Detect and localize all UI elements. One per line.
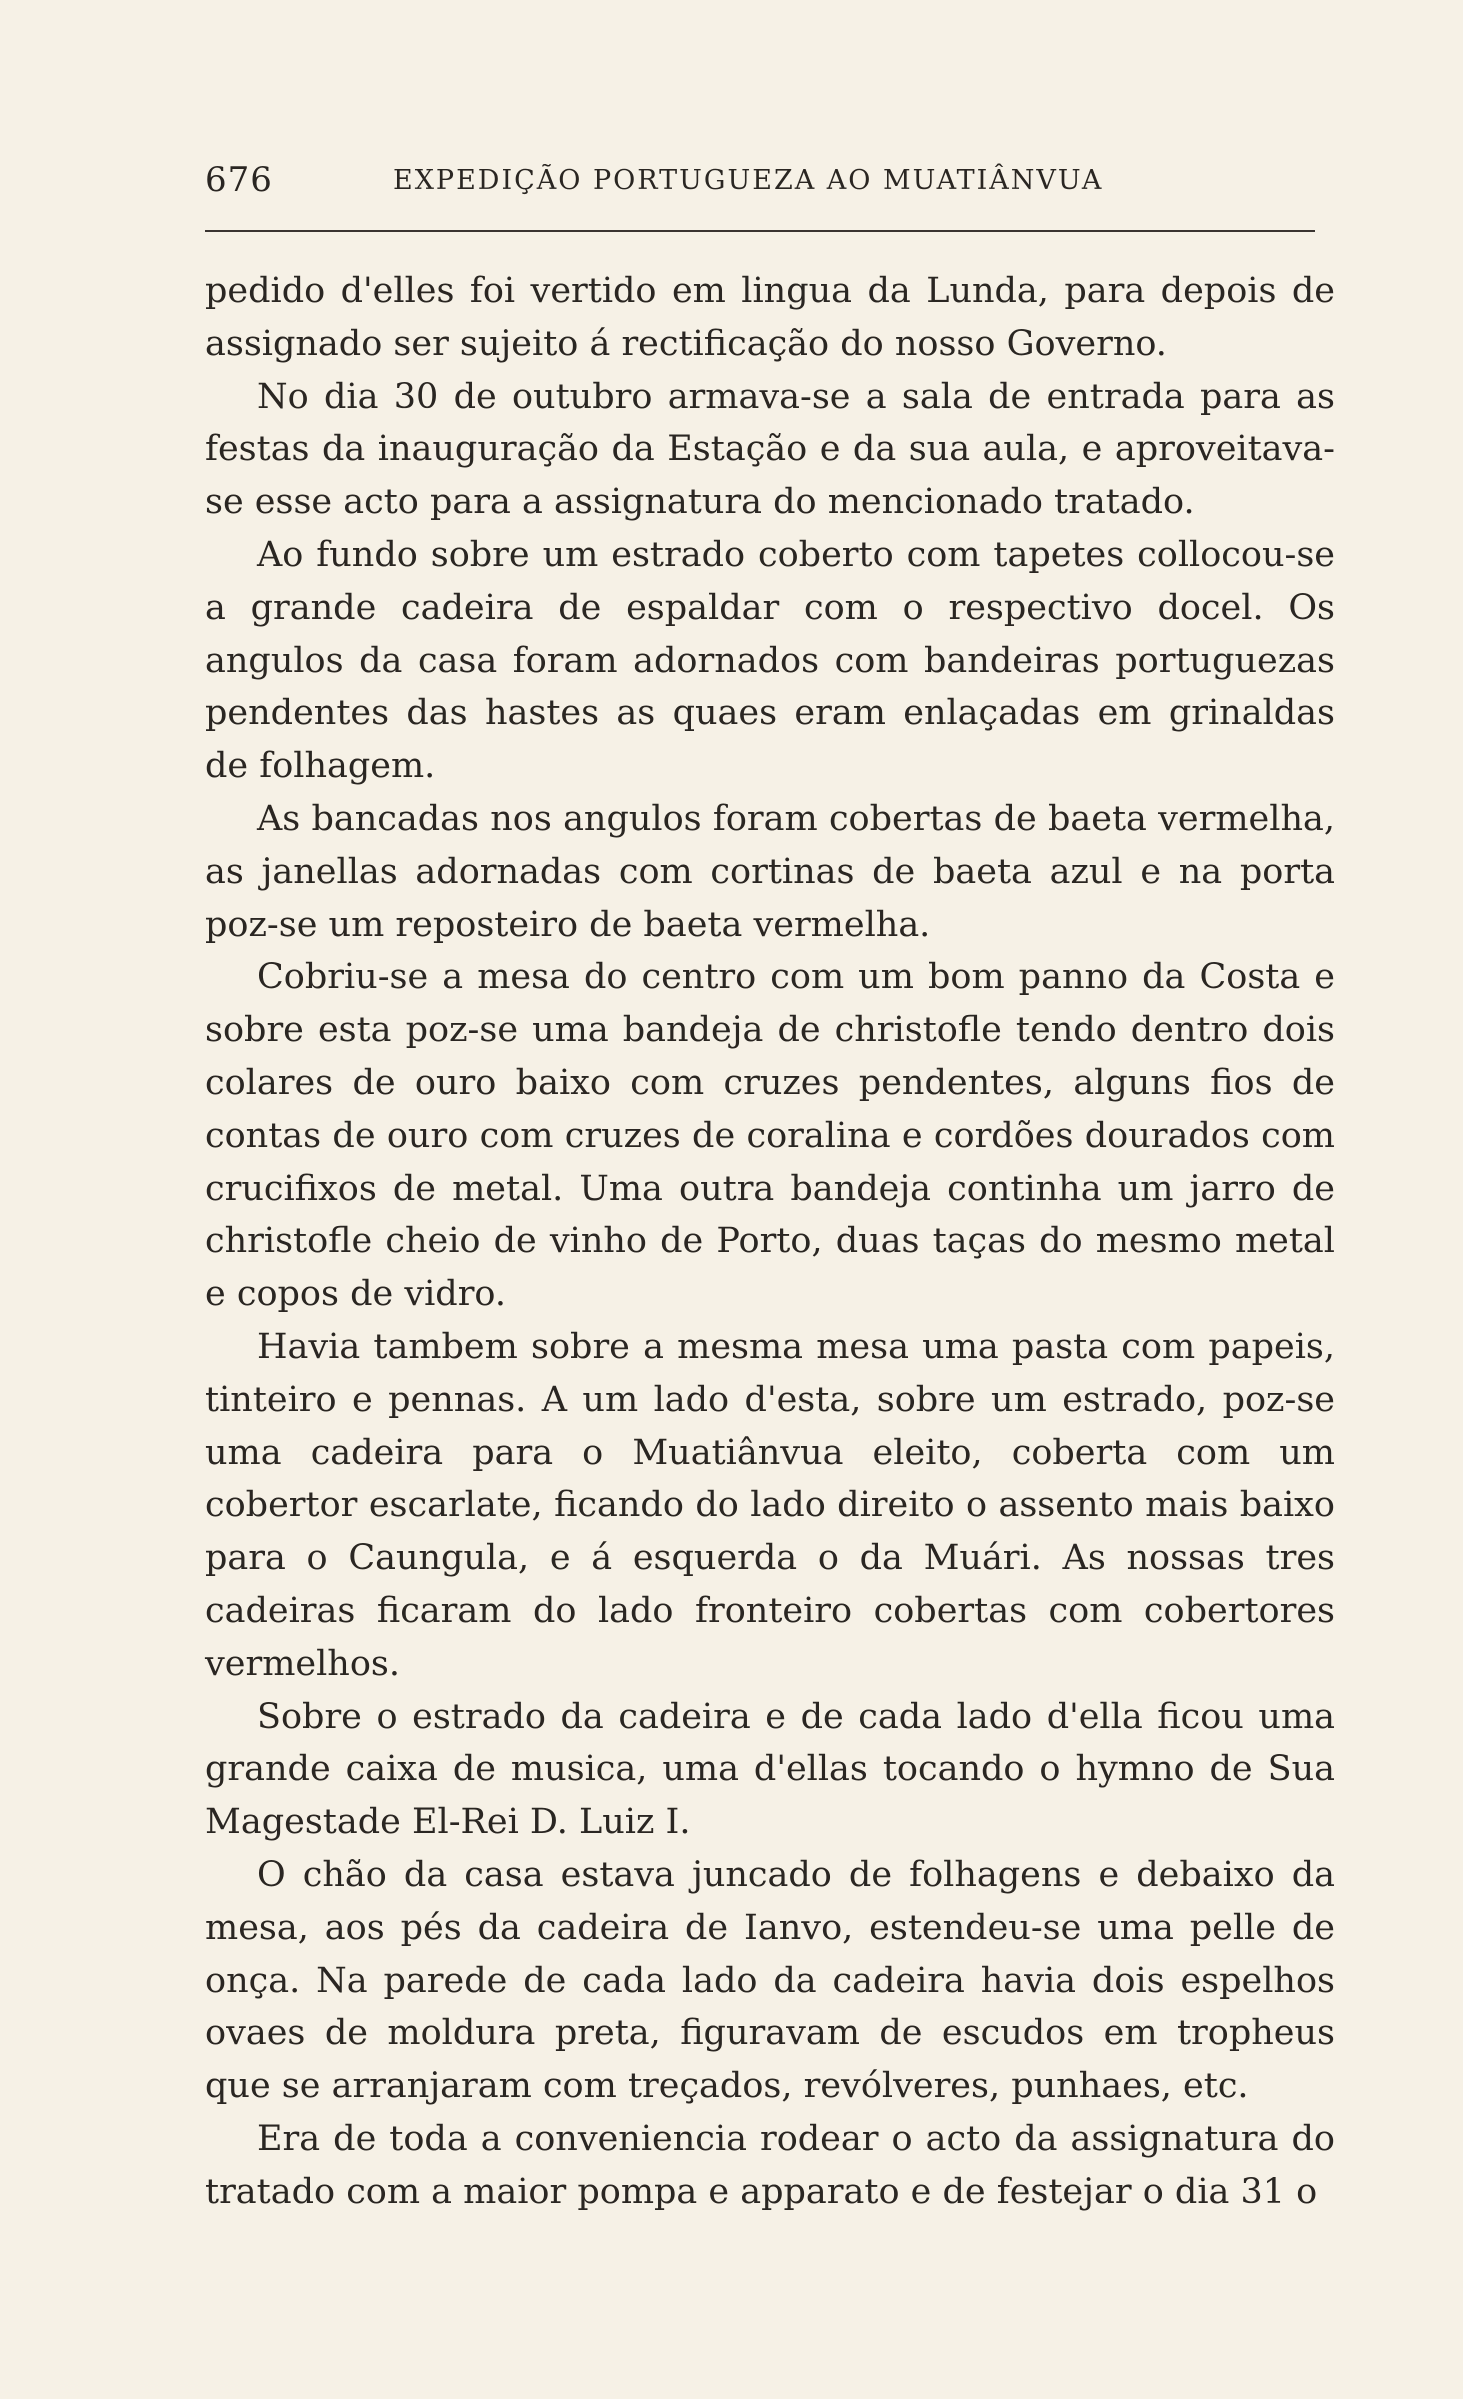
paragraph: Cobriu-se a mesa do centro com um bom panno da Costa e sobre esta poz-se uma bandeja de christofle tendo dentro dois colares de ouro baixo com cruzes pendentes, alguns fios de contas de ouro com cruzes de coralina e cordões dourados com crucifixos de metal. Uma outra bandeja continha um jarro de christofle cheio de vinho de Porto, duas taças do mesmo metal e copos de vidro. — [205, 957, 1335, 1315]
paragraph: Havia tambem sobre a mesma mesa uma pasta com papeis, tinteiro e pennas. A um lado d'esta, sobre um estrado, poz-se uma cadeira para o Muatiânvua eleito, coberta com um cobertor escarlate, ficando do lado direito o assento mais baixo para o Caungula, e á esquerda o da Muári. As nossas tres cadeiras ficaram do lado fronteiro cobertas com cobertores vermelhos. — [205, 1326, 1335, 1684]
header-rule — [205, 230, 1315, 232]
paragraph: Sobre o estrado da cadeira e de cada lado d'ella ficou uma grande caixa de musica, uma d'ellas tocando o hymno de Sua Magestade El-Rei D. Luiz I. — [205, 1696, 1335, 1843]
paragraph: Era de toda a conveniencia rodear o acto da assignatura do tratado com a maior pompa e apparato e de festejar o dia 31 o — [205, 2118, 1335, 2212]
body-text — [205, 265, 1335, 2218]
running-title: EXPEDIÇÃO PORTUGUEZA AO MUATIÂNVUA — [393, 165, 1104, 196]
paragraph: pedido d'elles foi vertido em lingua da Lunda, para depois de assignado ser sujeito á rectificação do nosso Governo. — [205, 271, 1335, 364]
paragraph: No dia 30 de outubro armava-se a sala de entrada para as festas da inauguração da Estação e da sua aula, e aproveitava-se esse acto para a assignatura do mencionado tratado. — [205, 376, 1335, 523]
paragraph: O chão da casa estava juncado de folhagens e debaixo da mesa, aos pés da cadeira de Ianvo, estendeu-se uma pelle de onça. Na parede de cada lado da cadeira havia dois espelhos ovaes de moldura preta, figuravam de escudos em tropheus que se arranjaram com treçados, revólveres, punhaes, etc. — [205, 1854, 1335, 2107]
page-number: 676 — [205, 160, 273, 200]
page-header — [205, 160, 1315, 220]
paragraph: Ao fundo sobre um estrado coberto com tapetes collocou-se a grande cadeira de espaldar com o respectivo docel. Os angulos da casa foram adornados com bandeiras portuguezas pendentes das hastes as quaes eram enlaçadas em grinaldas de folhagem. — [205, 534, 1335, 787]
paragraph: As bancadas nos angulos foram cobertas de baeta vermelha, as janellas adornadas com cortinas de baeta azul e na porta poz-se um reposteiro de baeta vermelha. — [205, 798, 1335, 945]
